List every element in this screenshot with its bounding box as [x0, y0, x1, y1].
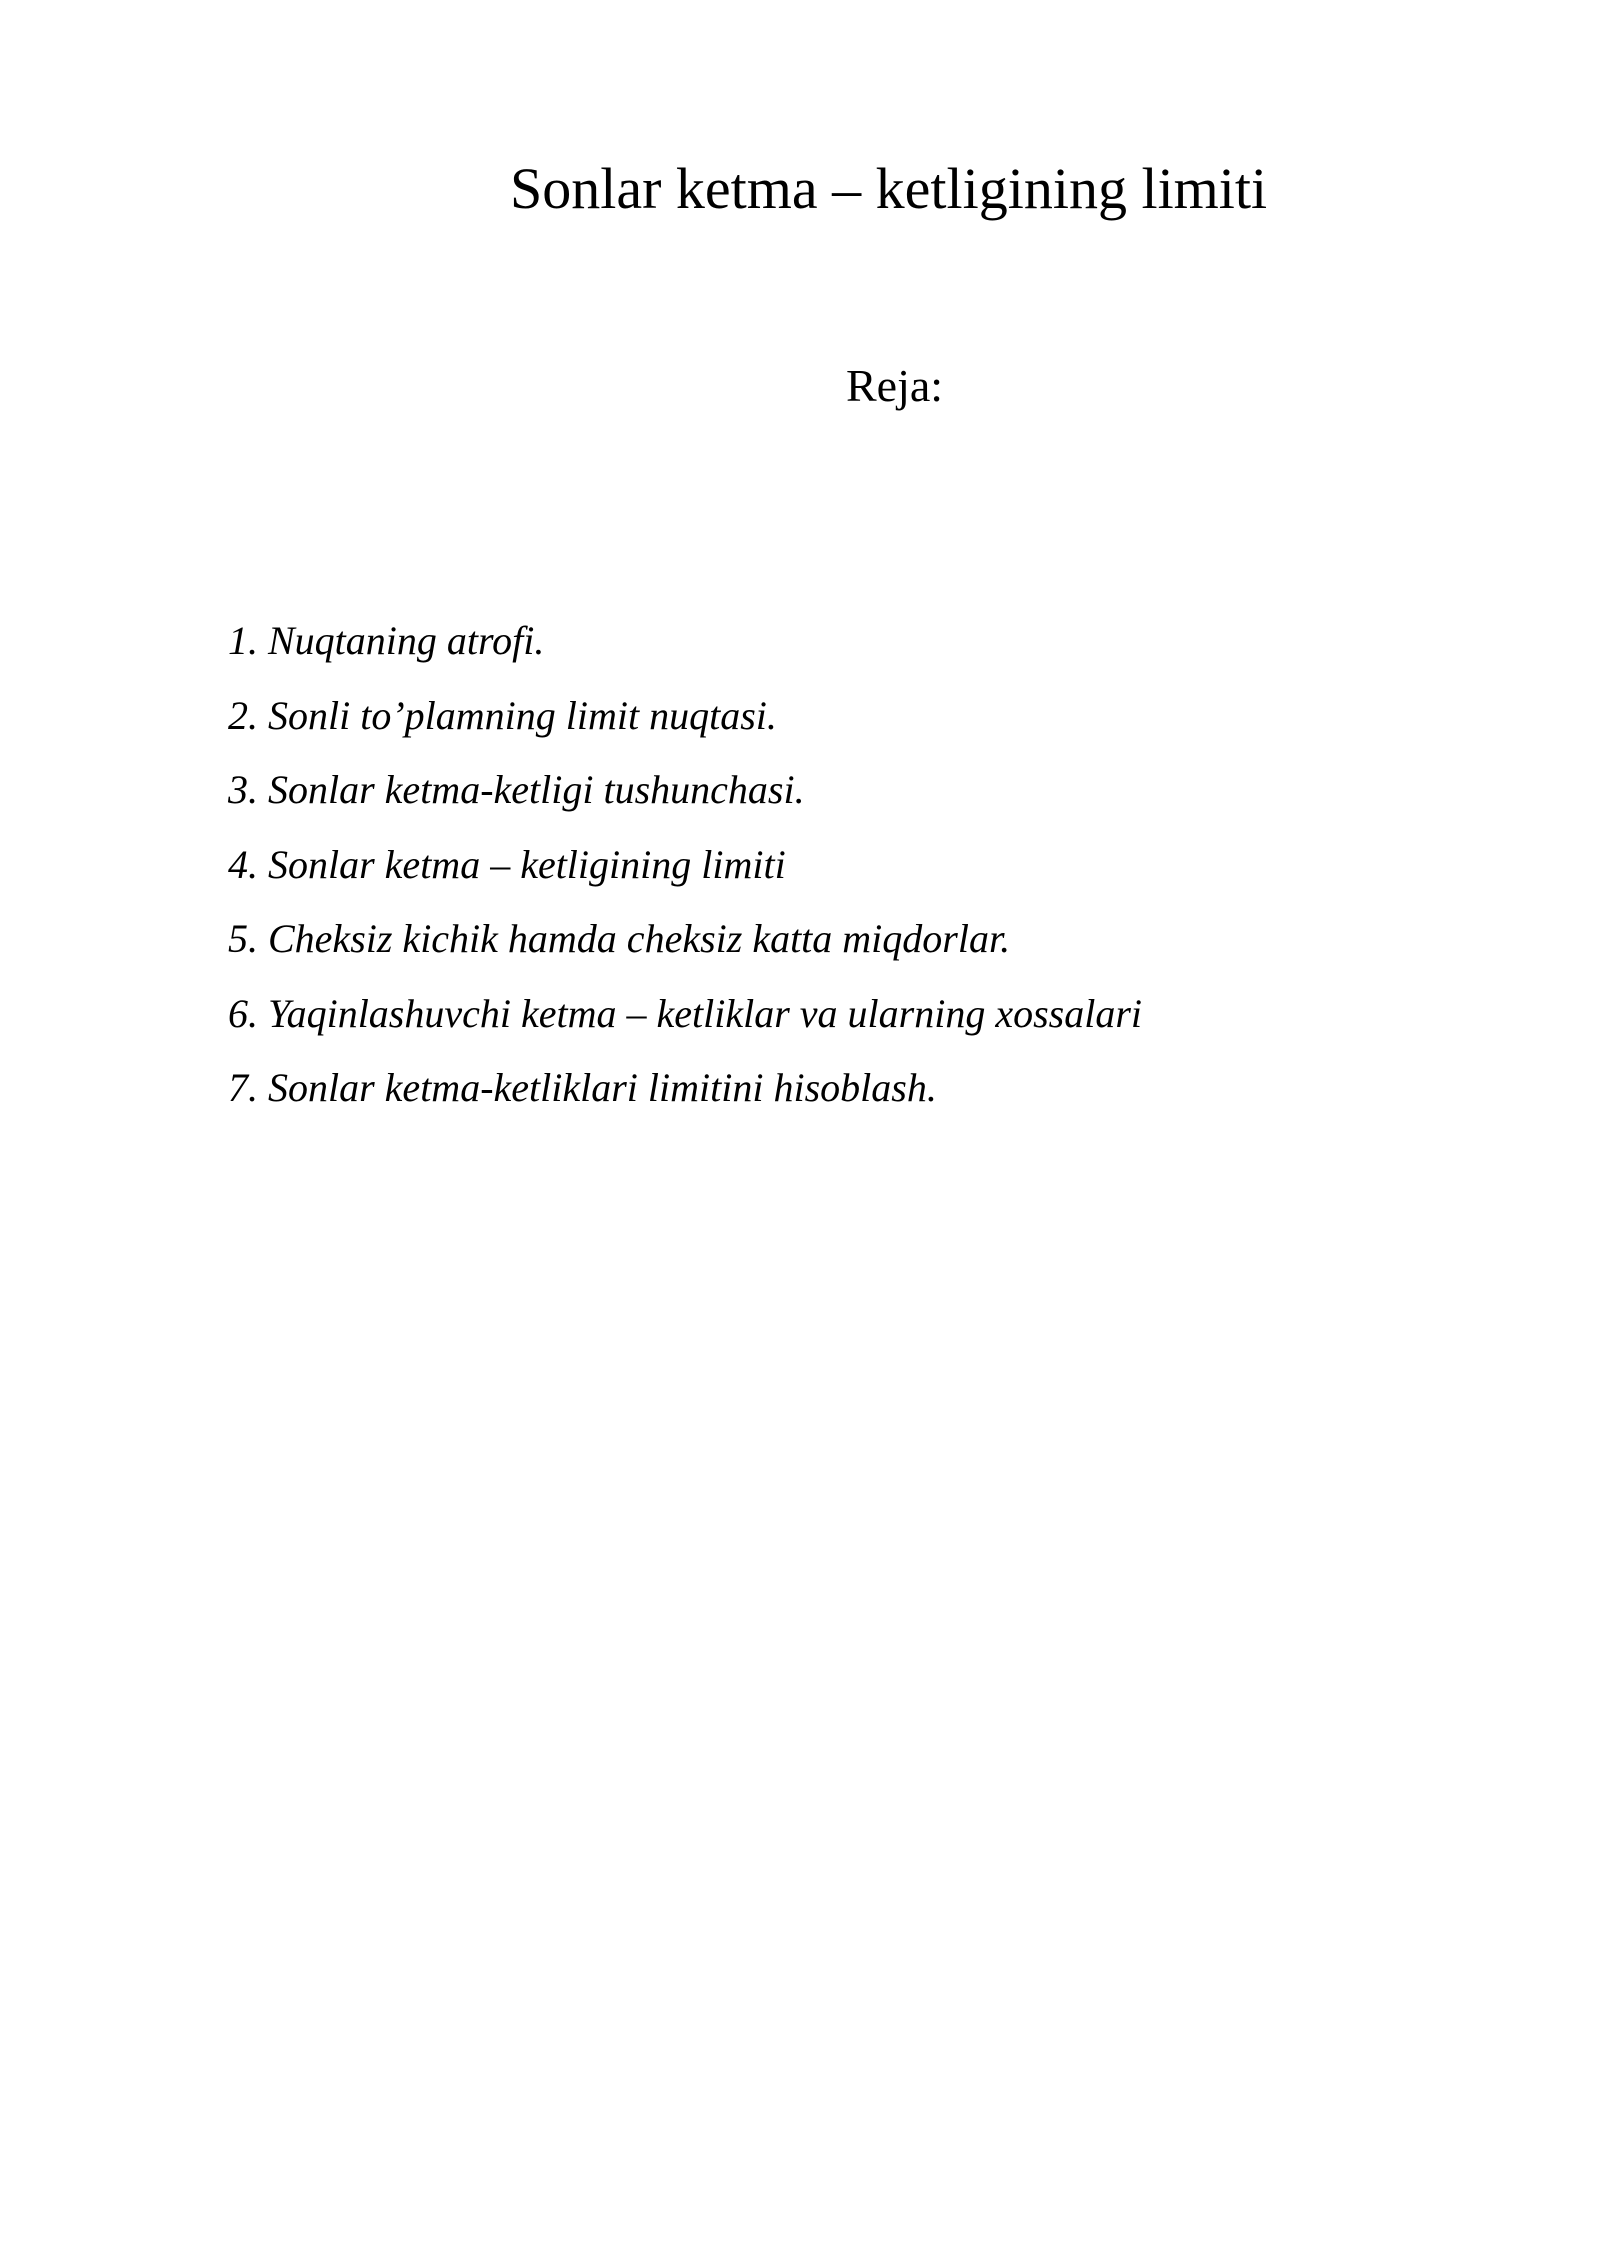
plan-item-4: 4. Sonlar ketma – ketligining limiti: [228, 841, 786, 887]
plan-item-5: 5. Cheksiz kichik hamda cheksiz katta miqdorlar.: [228, 916, 1011, 961]
plan-item-1: 1. Nuqtaning atrofi.: [228, 618, 545, 663]
plan-item-6: 6. Yaqinlashuvchi ketma – ketliklar va ularning xossalari: [228, 990, 1143, 1036]
plan-item-2: 2. Sonli to’plamning limit nuqtasi.: [228, 692, 777, 738]
plan-list: [228, 604, 1142, 1126]
document-title: Sonlar ketma – ketligining limiti: [510, 156, 1268, 221]
plan-item-7: 7. Sonlar ketma-ketliklari limitini hisoblash.: [228, 1065, 937, 1110]
plan-heading: Reja:: [846, 360, 944, 411]
plan-item-3: 3. Sonlar ketma-ketligi tushunchasi.: [228, 767, 805, 812]
